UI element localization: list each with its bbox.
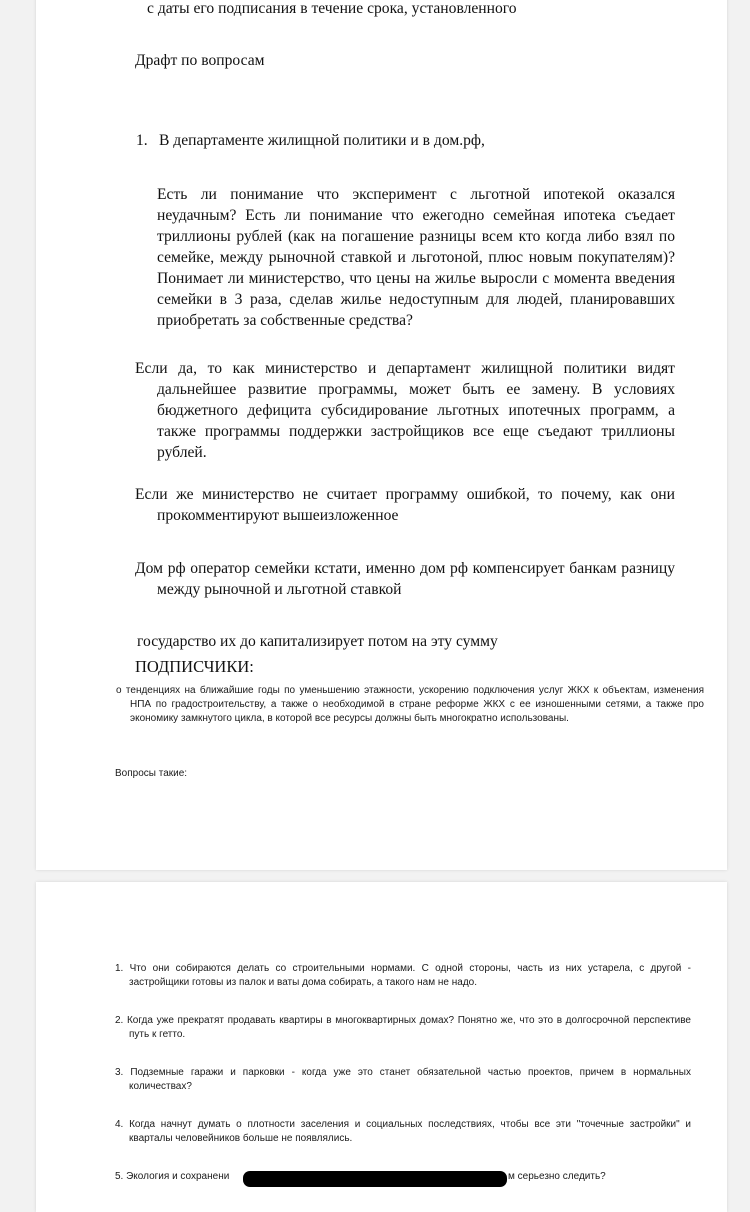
- paragraph-4-text: Дом рф оператор семейки кстати, именно дом рф компенсирует банкам разницу между рыночной и льготной ставкой: [135, 560, 675, 598]
- paragraph-3: Если же министерство не считает программу ошибкой, то почему, как они прокомментируют вышеизложенное: [135, 486, 675, 524]
- document-page-2: [36, 882, 727, 1212]
- item1-title: В департаменте жилищной политики и в дом.рф,: [159, 132, 485, 149]
- redaction-bar: [243, 1171, 507, 1187]
- subscribers-heading: ПОДПИСЧИКИ:: [135, 657, 254, 676]
- draft-heading: Драфт по вопросам: [135, 52, 265, 69]
- questions-label: Вопросы такие:: [115, 768, 188, 779]
- question-2: 2. Когда уже прекратят продавать квартиры в многоквартирных домах? Понятно же, что это в долгосрочной перспективе путь к гетто.: [115, 1015, 691, 1040]
- question-3: 3. Подземные гаражи и парковки - когда уже это станет обязательной частью проектов, причем в нормальных количествах?: [115, 1067, 691, 1092]
- paragraph-5: государство их до капитализирует потом на эту сумму: [137, 633, 498, 650]
- subscribers-text: о тенденциях на ближайшие годы по уменьшению этажности, ускорению подключения услуг ЖКХ к объектам, изменения НПА по градостроительству, а также о необходимой в стране реформе ЖКХ с ее изношенными сетями, а также про экономику замкнутого цикла, в которой все ресурсы должны быть многократно использованы.: [116, 685, 704, 724]
- question-4: 4. Когда начнут думать о плотности заселения и социальных последствиях, чтобы все эти "точечные застройки" и кварталы человейников больше не появлялись.: [115, 1119, 691, 1144]
- top-line-text: с даты его подписания в течение срока, установленного: [147, 0, 517, 17]
- question-5-start: 5. Экология и сохранени: [115, 1171, 230, 1182]
- question-1: 1. Что они собираются делать со строительными нормами. С одной стороны, часть из них устарела, с другой - застройщики готовы из палок и ваты дома собирать, а такого нам не надо.: [115, 963, 691, 988]
- item1-number: 1.: [136, 132, 148, 149]
- paragraph-2: Если да, то как министерство и департамент жилищной политики видят дальнейшее развитие программы, может быть ее замену. В условиях бюджетного дефицита субсидирование льготных ипотечных программ, а также программы поддержки застройщиков все еще съедают триллионы рублей.: [135, 360, 675, 461]
- question-5-end: м серьезно следить?: [508, 1171, 606, 1182]
- document-page-1: [36, 0, 727, 870]
- paragraph-1: Есть ли понимание что эксперимент с льготной ипотекой оказался неудачным? Есть ли понимание что ежегодно семейная ипотека съедает триллионы рублей (как на погашение разницы всем кто когда либо взял по семейке, между рыночной ставкой и льготоной, плюс новым покупателям)? Понимает ли министерство, что цены на жилье выросли с момента введения семейки в 3 раза, сделав жилье недоступным для людей, планировавших приобретать за собственные средства?: [157, 186, 675, 329]
- paragraph-4: [135, 558, 675, 600]
